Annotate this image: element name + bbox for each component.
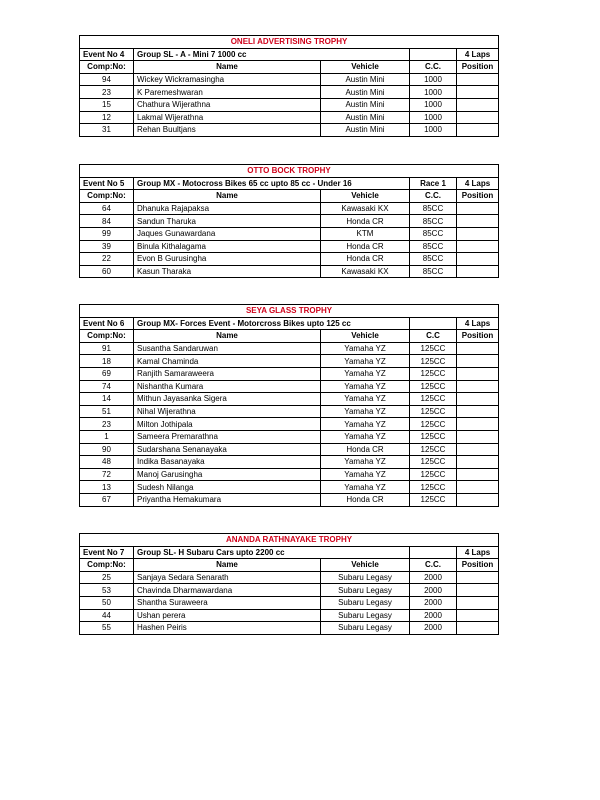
vehicle: Subaru Legasy — [321, 622, 410, 635]
competitor-name: Mithun Jayasanka Sigera — [134, 393, 321, 406]
table-row — [80, 240, 499, 253]
vehicle: Yamaha YZ — [321, 380, 410, 393]
competitor-name: Sudarshana Senanayaka — [134, 443, 321, 456]
table-row — [80, 468, 499, 481]
position-cell — [457, 405, 499, 418]
competitor-name: Lakmal Wijerathna — [134, 111, 321, 124]
position-header: Position — [457, 330, 499, 343]
comp-no: 60 — [80, 265, 134, 278]
competitor-name: Sandun Tharuka — [134, 215, 321, 228]
competitor-name: Kamal Chaminda — [134, 355, 321, 368]
laps-label: 4 Laps — [457, 317, 499, 330]
position-cell — [457, 584, 499, 597]
comp-no: 53 — [80, 584, 134, 597]
event-table — [79, 164, 499, 278]
position-header: Position — [457, 559, 499, 572]
comp-no: 12 — [80, 111, 134, 124]
race-label — [410, 317, 457, 330]
comp-no: 18 — [80, 355, 134, 368]
cc-header: C.C. — [410, 559, 457, 572]
race-label: Race 1 — [410, 177, 457, 190]
competitor-name: Manoj Garusingha — [134, 468, 321, 481]
cc: 85CC — [410, 215, 457, 228]
vehicle: Yamaha YZ — [321, 367, 410, 380]
cc: 2000 — [410, 596, 457, 609]
vehicle: Yamaha YZ — [321, 393, 410, 406]
cc: 85CC — [410, 227, 457, 240]
vehicle: Honda CR — [321, 240, 410, 253]
competitor-name: Susantha Sandaruwan — [134, 342, 321, 355]
cc: 1000 — [410, 86, 457, 99]
cc: 125CC — [410, 430, 457, 443]
comp-no: 90 — [80, 443, 134, 456]
table-row — [80, 481, 499, 494]
competitor-name: Kasun Tharaka — [134, 265, 321, 278]
cc: 125CC — [410, 481, 457, 494]
competitor-name: Jaques Gunawardana — [134, 227, 321, 240]
comp-no: 72 — [80, 468, 134, 481]
cc: 1000 — [410, 124, 457, 137]
position-cell — [457, 571, 499, 584]
cc: 85CC — [410, 265, 457, 278]
cc: 1000 — [410, 98, 457, 111]
name-header: Name — [134, 559, 321, 572]
table-row — [80, 393, 499, 406]
table-row — [80, 443, 499, 456]
position-cell — [457, 622, 499, 635]
trophy-title: OTTO BOCK TROPHY — [80, 165, 499, 178]
comp-no: 14 — [80, 393, 134, 406]
comp-no: 48 — [80, 456, 134, 469]
position-cell — [457, 98, 499, 111]
table-row — [80, 584, 499, 597]
position-cell — [457, 265, 499, 278]
comp-no: 1 — [80, 430, 134, 443]
position-cell — [457, 380, 499, 393]
vehicle: KTM — [321, 227, 410, 240]
event-group: Group MX - Motocross Bikes 65 cc upto 85 cc - Under 16 — [134, 177, 410, 190]
position-header: Position — [457, 190, 499, 203]
position-cell — [457, 73, 499, 86]
name-header: Name — [134, 190, 321, 203]
table-row — [80, 609, 499, 622]
position-cell — [457, 342, 499, 355]
table-row — [80, 380, 499, 393]
cc-header: C.C. — [410, 190, 457, 203]
table-row — [80, 73, 499, 86]
event-table — [79, 304, 499, 507]
event-number: Event No 4 — [80, 48, 134, 61]
vehicle: Subaru Legasy — [321, 584, 410, 597]
trophy-title: SEYA GLASS TROPHY — [80, 305, 499, 318]
vehicle: Honda CR — [321, 493, 410, 506]
comp-no: 67 — [80, 493, 134, 506]
vehicle: Subaru Legasy — [321, 596, 410, 609]
comp-no: 94 — [80, 73, 134, 86]
position-cell — [457, 468, 499, 481]
table-row — [80, 253, 499, 266]
table-row — [80, 202, 499, 215]
vehicle-header: Vehicle — [321, 61, 410, 74]
vehicle: Honda CR — [321, 443, 410, 456]
competitor-name: Hashen Peiris — [134, 622, 321, 635]
event-number: Event No 7 — [80, 546, 134, 559]
cc: 85CC — [410, 202, 457, 215]
position-cell — [457, 367, 499, 380]
competitor-name: Chathura Wijerathna — [134, 98, 321, 111]
vehicle: Yamaha YZ — [321, 468, 410, 481]
cc: 125CC — [410, 468, 457, 481]
vehicle: Austin Mini — [321, 86, 410, 99]
cc-header: C.C — [410, 330, 457, 343]
comp-no-header: Comp:No: — [80, 190, 134, 203]
comp-no: 25 — [80, 571, 134, 584]
event-number: Event No 5 — [80, 177, 134, 190]
vehicle-header: Vehicle — [321, 330, 410, 343]
comp-no: 69 — [80, 367, 134, 380]
position-cell — [457, 418, 499, 431]
competitor-name: Dhanuka Rajapaksa — [134, 202, 321, 215]
table-row — [80, 227, 499, 240]
comp-no: 64 — [80, 202, 134, 215]
position-cell — [457, 215, 499, 228]
competitor-name: Ushan perera — [134, 609, 321, 622]
vehicle: Austin Mini — [321, 111, 410, 124]
competitor-name: Sameera Premarathna — [134, 430, 321, 443]
position-cell — [457, 609, 499, 622]
event-group: Group SL - A - Mini 7 1000 cc — [134, 48, 410, 61]
cc: 1000 — [410, 111, 457, 124]
cc: 125CC — [410, 342, 457, 355]
competitor-name: Milton Jothipala — [134, 418, 321, 431]
competitor-name: Shantha Suraweera — [134, 596, 321, 609]
trophy-title: ANANDA RATHNAYAKE TROPHY — [80, 534, 499, 547]
vehicle: Yamaha YZ — [321, 481, 410, 494]
competitor-name: Sudesh Nilanga — [134, 481, 321, 494]
cc: 125CC — [410, 393, 457, 406]
table-row — [80, 493, 499, 506]
vehicle: Austin Mini — [321, 73, 410, 86]
table-row — [80, 355, 499, 368]
event-table — [79, 533, 499, 635]
table-row — [80, 430, 499, 443]
vehicle: Honda CR — [321, 253, 410, 266]
cc: 85CC — [410, 253, 457, 266]
cc: 125CC — [410, 405, 457, 418]
competitor-name: Binula Kithalagama — [134, 240, 321, 253]
vehicle: Yamaha YZ — [321, 405, 410, 418]
comp-no: 51 — [80, 405, 134, 418]
competitor-name: Sanjaya Sedara Senarath — [134, 571, 321, 584]
vehicle: Subaru Legasy — [321, 609, 410, 622]
comp-no-header: Comp:No: — [80, 330, 134, 343]
position-cell — [457, 430, 499, 443]
comp-no: 55 — [80, 622, 134, 635]
position-cell — [457, 124, 499, 137]
position-cell — [457, 227, 499, 240]
comp-no: 39 — [80, 240, 134, 253]
cc-header: C.C. — [410, 61, 457, 74]
vehicle: Kawasaki KX — [321, 265, 410, 278]
cc: 85CC — [410, 240, 457, 253]
table-row — [80, 265, 499, 278]
position-cell — [457, 240, 499, 253]
competitor-name: Priyantha Hemakumara — [134, 493, 321, 506]
vehicle: Yamaha YZ — [321, 418, 410, 431]
competitor-name: Nihal Wijerathna — [134, 405, 321, 418]
position-cell — [457, 253, 499, 266]
comp-no: 22 — [80, 253, 134, 266]
competitor-name: Rehan Buultjans — [134, 124, 321, 137]
cc: 125CC — [410, 456, 457, 469]
vehicle-header: Vehicle — [321, 190, 410, 203]
comp-no-header: Comp:No: — [80, 559, 134, 572]
cc: 2000 — [410, 622, 457, 635]
comp-no: 84 — [80, 215, 134, 228]
table-row — [80, 418, 499, 431]
comp-no: 91 — [80, 342, 134, 355]
cc: 125CC — [410, 443, 457, 456]
competitor-name: Evon B Gurusingha — [134, 253, 321, 266]
vehicle: Kawasaki KX — [321, 202, 410, 215]
competitor-name: Indika Basanayaka — [134, 456, 321, 469]
event-table — [79, 35, 499, 137]
comp-no: 74 — [80, 380, 134, 393]
position-cell — [457, 111, 499, 124]
laps-label: 4 Laps — [457, 48, 499, 61]
table-row — [80, 342, 499, 355]
competitor-name: Nishantha Kumara — [134, 380, 321, 393]
event-group: Group MX- Forces Event - Motorcross Bikes upto 125 cc — [134, 317, 410, 330]
vehicle: Subaru Legasy — [321, 571, 410, 584]
laps-label: 4 Laps — [457, 546, 499, 559]
position-header: Position — [457, 61, 499, 74]
position-cell — [457, 596, 499, 609]
competitor-name: Chavinda Dharmawardana — [134, 584, 321, 597]
trophy-title: ONELI ADVERTISING TROPHY — [80, 36, 499, 49]
vehicle: Yamaha YZ — [321, 456, 410, 469]
name-header: Name — [134, 330, 321, 343]
comp-no-header: Comp:No: — [80, 61, 134, 74]
cc: 125CC — [410, 493, 457, 506]
position-cell — [457, 493, 499, 506]
table-row — [80, 596, 499, 609]
position-cell — [457, 443, 499, 456]
cc: 125CC — [410, 355, 457, 368]
event-number: Event No 6 — [80, 317, 134, 330]
comp-no: 31 — [80, 124, 134, 137]
table-row — [80, 571, 499, 584]
competitor-name: Ranjith Samaraweera — [134, 367, 321, 380]
table-row — [80, 124, 499, 137]
position-cell — [457, 202, 499, 215]
vehicle: Austin Mini — [321, 98, 410, 111]
comp-no: 99 — [80, 227, 134, 240]
comp-no: 13 — [80, 481, 134, 494]
laps-label: 4 Laps — [457, 177, 499, 190]
comp-no: 23 — [80, 86, 134, 99]
comp-no: 15 — [80, 98, 134, 111]
name-header: Name — [134, 61, 321, 74]
comp-no: 44 — [80, 609, 134, 622]
cc: 1000 — [410, 73, 457, 86]
comp-no: 50 — [80, 596, 134, 609]
position-cell — [457, 86, 499, 99]
vehicle: Yamaha YZ — [321, 342, 410, 355]
table-row — [80, 367, 499, 380]
vehicle: Yamaha YZ — [321, 430, 410, 443]
cc: 2000 — [410, 584, 457, 597]
vehicle: Honda CR — [321, 215, 410, 228]
table-row — [80, 98, 499, 111]
vehicle: Austin Mini — [321, 124, 410, 137]
table-row — [80, 405, 499, 418]
position-cell — [457, 355, 499, 368]
vehicle: Yamaha YZ — [321, 355, 410, 368]
table-row — [80, 456, 499, 469]
cc: 2000 — [410, 571, 457, 584]
race-label — [410, 48, 457, 61]
event-group: Group SL- H Subaru Cars upto 2200 cc — [134, 546, 410, 559]
vehicle-header: Vehicle — [321, 559, 410, 572]
cc: 125CC — [410, 380, 457, 393]
table-row — [80, 86, 499, 99]
table-row — [80, 215, 499, 228]
position-cell — [457, 481, 499, 494]
cc: 2000 — [410, 609, 457, 622]
competitor-name: K Paremeshwaran — [134, 86, 321, 99]
table-row — [80, 622, 499, 635]
comp-no: 23 — [80, 418, 134, 431]
competitor-name: Wickey Wickramasingha — [134, 73, 321, 86]
cc: 125CC — [410, 367, 457, 380]
position-cell — [457, 393, 499, 406]
position-cell — [457, 456, 499, 469]
table-row — [80, 111, 499, 124]
race-label — [410, 546, 457, 559]
cc: 125CC — [410, 418, 457, 431]
